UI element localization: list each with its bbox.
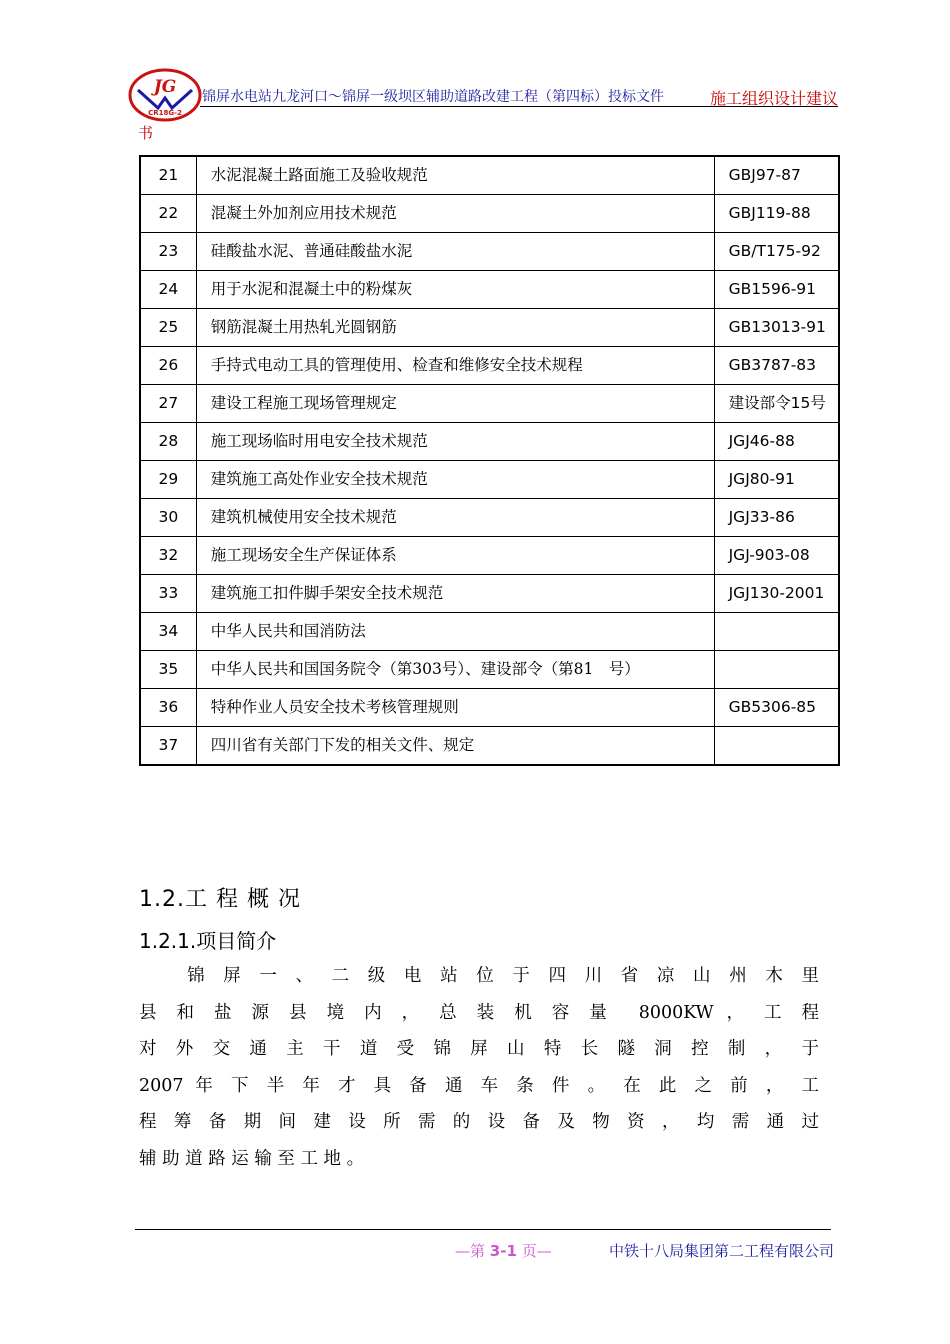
row-number: 28 (140, 423, 196, 461)
standard-name: 手持式电动工具的管理使用、检查和维修安全技术规程 (196, 347, 714, 385)
table-row (140, 271, 839, 309)
table-row (140, 499, 839, 537)
standard-name: 混凝土外加剂应用技术规范 (196, 195, 714, 233)
standard-name: 中华人民共和国消防法 (196, 613, 714, 651)
standard-code (714, 727, 839, 766)
table-row (140, 727, 839, 766)
header-doc-type-continued: 书 (138, 124, 154, 142)
section-heading: 1.2.工 程 概 况 (139, 887, 301, 912)
table-row (140, 347, 839, 385)
standard-code: JGJ33-86 (714, 499, 839, 537)
project-intro-paragraph (139, 958, 819, 1178)
row-number: 35 (140, 651, 196, 689)
standard-name: 硅酸盐水泥、普通硅酸盐水泥 (196, 233, 714, 271)
standard-name: 用于水泥和混凝土中的粉煤灰 (196, 271, 714, 309)
footer-company: 中铁十八局集团第二工程有限公司 (608, 1242, 834, 1260)
standard-code (714, 613, 839, 651)
table-row (140, 233, 839, 271)
row-number: 29 (140, 461, 196, 499)
standard-name: 水泥混凝土路面施工及验收规范 (196, 156, 714, 195)
paragraph-line: 对 外 交 通 主 干 道 受 锦 屏 山 特 长 隧 洞 控 制 ， 于 (139, 1039, 819, 1060)
table-row (140, 195, 839, 233)
table-row (140, 156, 839, 195)
table-row (140, 423, 839, 461)
standard-code: GB3787-83 (714, 347, 839, 385)
row-number: 22 (140, 195, 196, 233)
page-number: 3-1 (489, 1242, 517, 1260)
header-project-title: 锦屏水电站九龙河口～锦屏一级坝区辅助道路改建工程（第四标）投标文件 (202, 89, 664, 105)
table-row (140, 309, 839, 347)
standard-name: 中华人民共和国国务院令（第303号）、建设部令（第81 号） (196, 651, 714, 689)
paragraph-line: 2007 年 下 半 年 才 具 备 通 车 条 件 。 在 此 之 前 ， 工 (139, 1075, 819, 1096)
footer-rule (135, 1229, 831, 1230)
company-logo (128, 68, 202, 122)
standard-code: GB1596-91 (714, 271, 839, 309)
standard-code: GBJ119-88 (714, 195, 839, 233)
standard-code (714, 651, 839, 689)
header-rule (200, 106, 838, 107)
table-row (140, 385, 839, 423)
table-row (140, 613, 839, 651)
standard-name: 钢筋混凝土用热轧光圆钢筋 (196, 309, 714, 347)
standard-code: JGJ46-88 (714, 423, 839, 461)
row-number: 26 (140, 347, 196, 385)
table-row (140, 651, 839, 689)
standard-code: GBJ97-87 (714, 156, 839, 195)
row-number: 21 (140, 156, 196, 195)
standard-name: 建筑机械使用安全技术规范 (196, 499, 714, 537)
header-doc-type: 施工组织设计建议 (709, 89, 838, 108)
standard-code: 建设部令15号 (714, 385, 839, 423)
row-number: 27 (140, 385, 196, 423)
paragraph-line: 锦 屏 一 、 二 级 电 站 位 于 四 川 省 凉 山 州 木 里 (139, 966, 819, 986)
logo-top-text: JG (153, 77, 177, 97)
paragraph-line: 程 筹 备 期 间 建 设 所 需 的 设 备 及 物 资 ， 均 需 通 过 (139, 1112, 819, 1133)
table-row (140, 461, 839, 499)
standard-name: 施工现场安全生产保证体系 (196, 537, 714, 575)
row-number: 36 (140, 689, 196, 727)
standard-name: 建设工程施工现场管理规定 (196, 385, 714, 423)
row-number: 32 (140, 537, 196, 575)
table-row (140, 575, 839, 613)
logo-bottom-text: CR18G-2 (148, 109, 182, 117)
standards-table (139, 155, 840, 766)
row-number: 25 (140, 309, 196, 347)
standard-name: 特种作业人员安全技术考核管理规则 (196, 689, 714, 727)
footer-page-number (455, 1240, 552, 1261)
subsection-heading: 1.2.1.项目简介 (139, 929, 277, 953)
standard-code: GB5306-85 (714, 689, 839, 727)
row-number: 24 (140, 271, 196, 309)
page-suffix: 页— (521, 1242, 552, 1260)
paragraph-line: 辅 助 道 路 运 输 至 工 地 。 (139, 1148, 365, 1169)
row-number: 30 (140, 499, 196, 537)
standard-name: 建筑施工扣件脚手架安全技术规范 (196, 575, 714, 613)
standard-name: 建筑施工高处作业安全技术规范 (196, 461, 714, 499)
row-number: 34 (140, 613, 196, 651)
standard-name: 四川省有关部门下发的相关文件、规定 (196, 727, 714, 766)
table-row (140, 689, 839, 727)
row-number: 37 (140, 727, 196, 766)
standard-code: JGJ130-2001 (714, 575, 839, 613)
page-prefix: —第 (455, 1242, 486, 1260)
standard-code: JGJ80-91 (714, 461, 839, 499)
paragraph-line: 县 和 盐 源 县 境 内 ， 总 装 机 容 量 8000KW ， 工 程 (139, 1002, 819, 1023)
row-number: 33 (140, 575, 196, 613)
standard-code: GB13013-91 (714, 309, 839, 347)
standard-name: 施工现场临时用电安全技术规范 (196, 423, 714, 461)
table-row (140, 537, 839, 575)
standard-code: JGJ-903-08 (714, 537, 839, 575)
row-number: 23 (140, 233, 196, 271)
standard-code: GB/T175-92 (714, 233, 839, 271)
